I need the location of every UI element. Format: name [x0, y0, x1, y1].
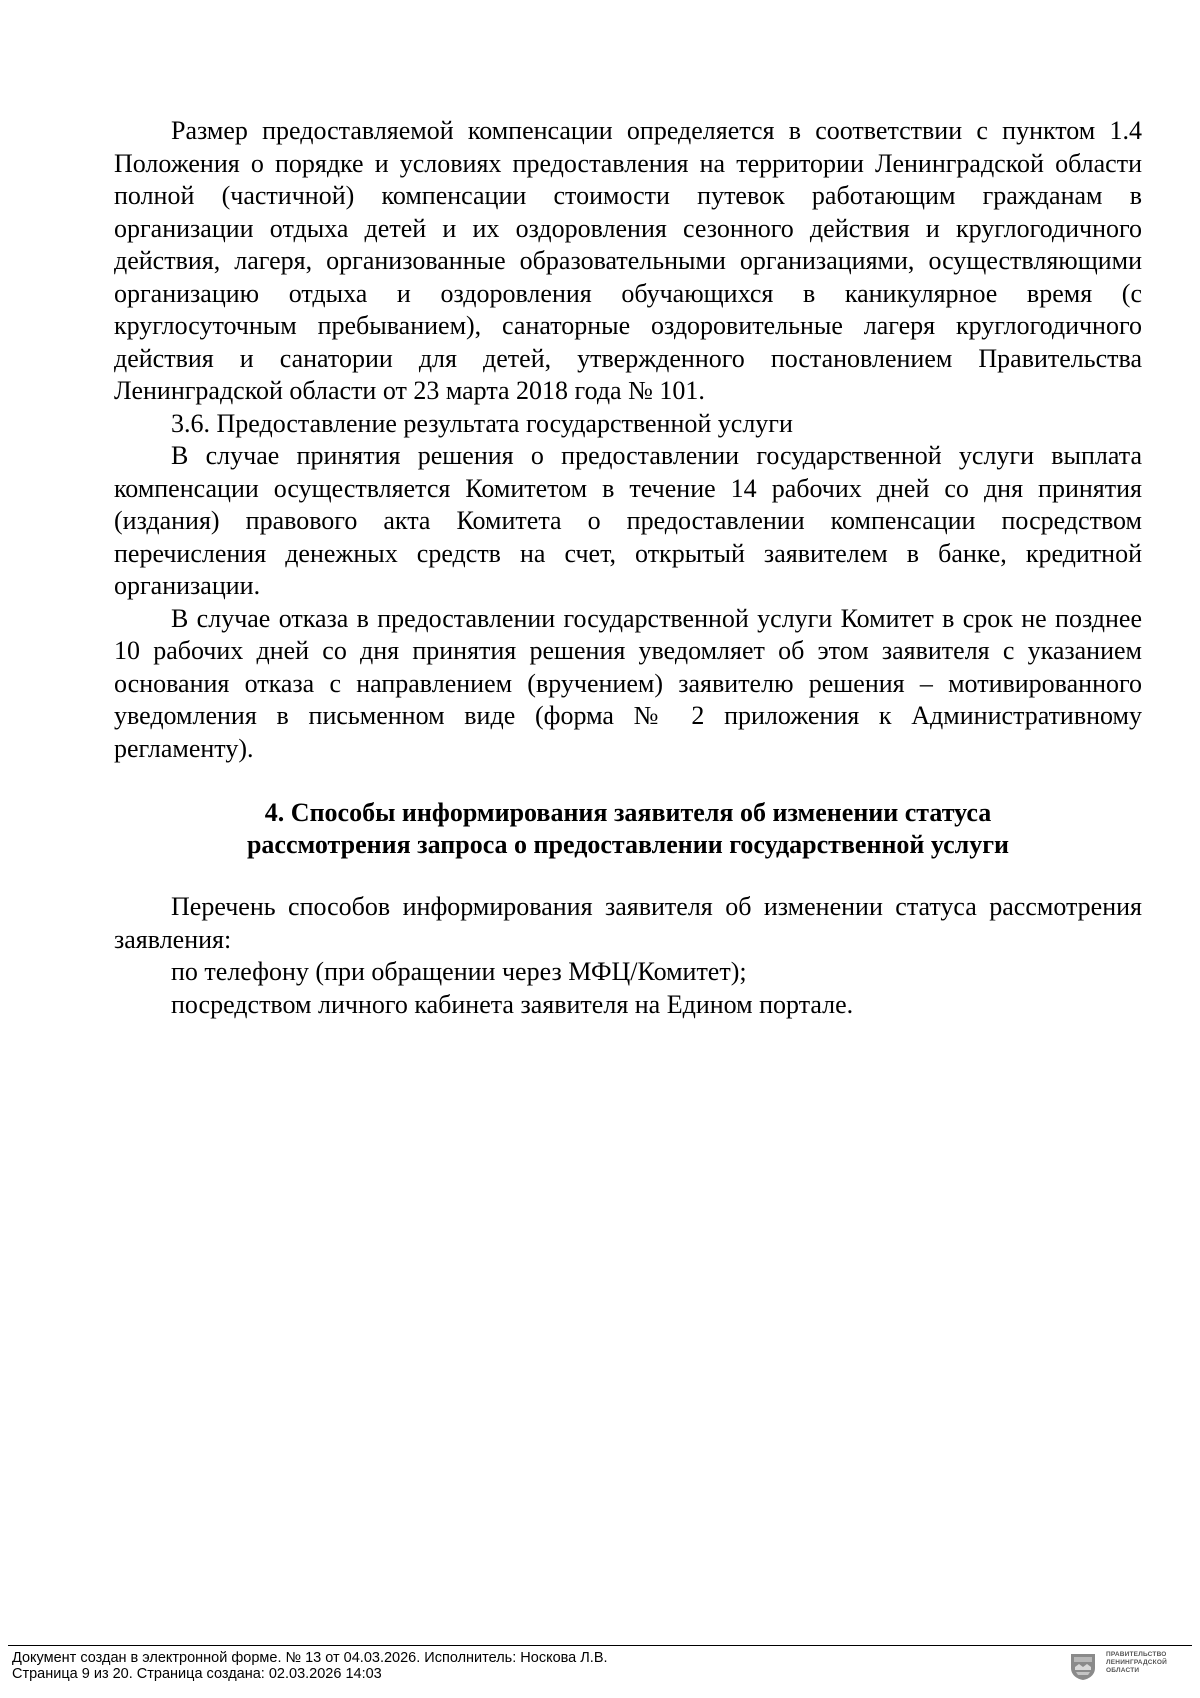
footer-document-info: Документ создан в электронной форме. № 13 от 04.03.2026. Исполнитель: Носкова Л.В.: [12, 1650, 608, 1666]
paragraph-notification-methods: Перечень способов информирования заявителя об изменении статуса рассмотрения заявления:: [114, 892, 1142, 954]
document-body: [114, 115, 1142, 1021]
paragraph-refusal-terms: В случае отказа в предоставлении государственной услуги Комитет в срок не позднее 10 рабочих дней со дня принятия решения уведомляет об этом заявителя с указанием основания отказа с направлением (вручением) заявителю решения – мотивированного уведомления в письменном виде (форма № 2 приложения к Административному регламенту).: [114, 603, 1142, 763]
section-4-heading-line2: рассмотрения запроса о предоставлении государственной услуги: [246, 830, 1010, 859]
footer-divider: [8, 1645, 1192, 1646]
paragraph-payment-terms: В случае принятия решения о предоставлении государственной услуги выплата компенсации осуществляется Комитетом в течение 14 рабочих дней со дня принятия (издания) правового акта Комитета о предоставлении компенсации посредством перечисления денежных средств на счет, открытый заявителем в банке, кредитной организации.: [114, 441, 1142, 600]
paragraph-section-3-6-title: 3.6. Предоставление результата государственной услуги: [171, 408, 793, 438]
section-4-heading-line1: 4. Способы информирования заявителя об изменении статуса: [264, 798, 992, 827]
footer-meta: [12, 1650, 608, 1682]
government-logo: [1070, 1651, 1190, 1685]
paragraph-compensation-size: Размер предоставляемой компенсации определяется в соответствии с пунктом 1.4 Положения о порядке и условиях предоставления на территории Ленинградской области полной (частичной) компенсации стоимости путевок работающим гражданам в организации отдыха детей и их оздоровления сезонного действия и круглогодичного действия, лагеря, организованные образовательными организациями, осуществляющими организацию отдыха и оздоровления обучающихся в каникулярное время (с круглосуточным пребыванием), санаторные оздоровительные лагеря круглогодичного действия и санатории для детей, утвержденного постановлением Правительства Ленинградской области от 23 марта 2018 года № 101.: [114, 116, 1142, 405]
list-item-phone: по телефону (при обращении через МФЦ/Комитет);: [171, 957, 747, 986]
leningrad-region-emblem-icon: [1070, 1653, 1096, 1681]
footer-page-info: Страница 9 из 20. Страница создана: 02.03.2026 14:03: [12, 1666, 382, 1682]
government-logo-text: ПРАВИТЕЛЬСТВО ЛЕНИНГРАДСКОЙ ОБЛАСТИ: [1106, 1651, 1167, 1674]
list-item-portal: посредством личного кабинета заявителя на Едином портале.: [171, 989, 854, 1019]
section-4-heading: [114, 797, 1142, 861]
